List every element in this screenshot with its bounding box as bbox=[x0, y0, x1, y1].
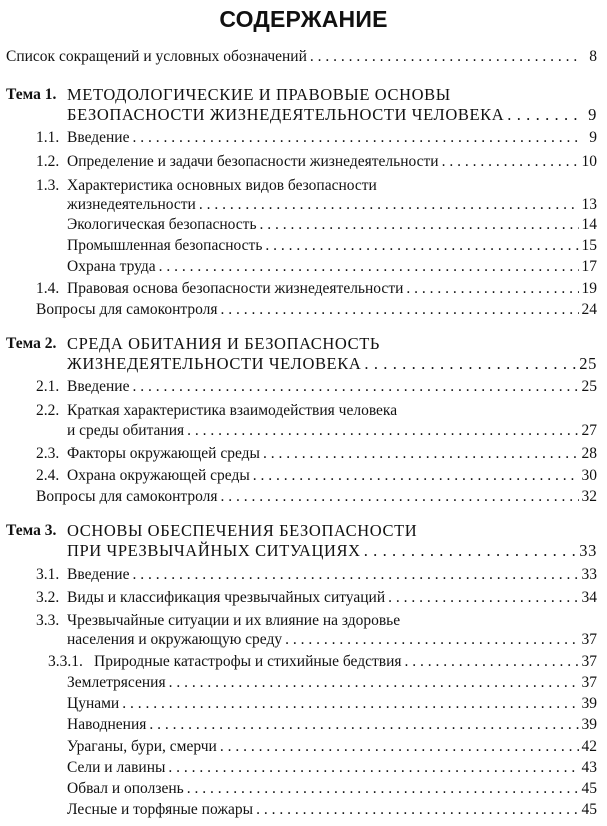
leader-dots bbox=[364, 541, 577, 560]
toc-entry-page: 9 bbox=[588, 105, 597, 124]
toc-entry-title-continued: жизнедеятельности bbox=[67, 196, 196, 213]
toc-entry[interactable] bbox=[67, 800, 597, 819]
toc-entry-number: 2.1. bbox=[36, 378, 60, 395]
toc-entry-title: Экологическая безопасность bbox=[67, 216, 257, 233]
toc-entry-title: Обвал и оползень bbox=[67, 780, 184, 797]
toc-entry[interactable] bbox=[36, 128, 597, 147]
toc-entry-title: Природные катастрофы и стихийные бедствия bbox=[94, 653, 402, 670]
toc-entry-page: 10 bbox=[581, 153, 597, 170]
toc-entry-page: 13 bbox=[581, 196, 597, 213]
leader-dots bbox=[265, 236, 578, 255]
toc-entry-title: Факторы окружающей среды bbox=[67, 445, 260, 462]
leader-dots bbox=[187, 779, 579, 798]
toc-entry-title: Введение bbox=[67, 566, 130, 583]
toc-entry[interactable] bbox=[67, 715, 597, 734]
toc-entry-number: 1.2. bbox=[36, 153, 60, 170]
toc-entry-title-continued: населения и окружающую среду bbox=[67, 631, 283, 648]
toc-entry-title: Определение и задачи безопасности жизнедеятельности bbox=[67, 153, 439, 170]
topic-2-label: Тема 2. bbox=[6, 335, 57, 352]
toc-entry-title-continued: и среды обитания bbox=[67, 422, 185, 439]
toc-entry[interactable] bbox=[36, 152, 597, 171]
leader-dots bbox=[168, 758, 578, 777]
toc-entry-page: 14 bbox=[581, 216, 597, 233]
toc-entry-page: 33 bbox=[579, 541, 597, 560]
leader-dots bbox=[260, 215, 579, 234]
toc-entry-number: 3.3. bbox=[36, 612, 60, 629]
toc-entry-page: 45 bbox=[581, 801, 597, 818]
leader-dots bbox=[220, 300, 578, 319]
topic-3-title-line2[interactable] bbox=[67, 541, 597, 560]
topic-3-title-line1[interactable]: ОСНОВЫ ОБЕСПЕЧЕНИЯ БЕЗОПАСНОСТИ bbox=[67, 521, 418, 540]
toc-entry-first-line[interactable] bbox=[36, 401, 397, 420]
toc-entry-number: 2.2. bbox=[36, 402, 60, 419]
toc-entry-first-line[interactable] bbox=[36, 176, 377, 195]
toc-entry-abbreviations[interactable] bbox=[6, 47, 597, 66]
toc-entry[interactable] bbox=[67, 630, 597, 649]
toc-entry[interactable] bbox=[67, 737, 597, 756]
toc-entry[interactable] bbox=[36, 444, 597, 463]
toc-entry-page: 24 bbox=[581, 301, 597, 318]
toc-entry[interactable] bbox=[67, 195, 597, 214]
leader-dots bbox=[149, 715, 578, 734]
leader-dots bbox=[169, 673, 579, 692]
toc-entry-title: Вопросы для самоконтроля bbox=[36, 301, 218, 318]
toc-entry-title: Сели и лавины bbox=[67, 759, 166, 776]
toc-entry[interactable] bbox=[67, 758, 597, 777]
toc-entry-number: 2.3. bbox=[36, 445, 60, 462]
page-title: СОДЕРЖАНИЕ bbox=[219, 6, 388, 32]
toc-entry-title: Характеристика основных видов безопасности bbox=[67, 177, 377, 194]
toc-entry[interactable] bbox=[67, 779, 597, 798]
toc-entry[interactable] bbox=[67, 257, 597, 276]
toc-entry[interactable] bbox=[36, 377, 597, 396]
leader-dots bbox=[507, 105, 580, 124]
toc-entry-title: Вопросы для самоконтроля bbox=[36, 488, 218, 505]
leader-dots bbox=[388, 588, 578, 607]
toc-entry-number: 2.4. bbox=[36, 467, 60, 484]
toc-entry-page: 39 bbox=[581, 716, 597, 733]
leader-dots bbox=[310, 47, 580, 66]
toc-entry-page: 37 bbox=[581, 631, 597, 648]
leader-dots bbox=[220, 737, 579, 756]
leader-dots bbox=[256, 800, 578, 819]
toc-entry-page: 25 bbox=[579, 354, 597, 373]
toc-entry[interactable] bbox=[67, 215, 597, 234]
leader-dots bbox=[199, 195, 579, 214]
toc-entry-title: ЖИЗНЕДЕЯТЕЛЬНОСТИ ЧЕЛОВЕКА bbox=[67, 354, 362, 373]
toc-entry-number: 3.2. bbox=[36, 589, 60, 606]
toc-entry-title: Виды и классификация чрезвычайных ситуаций bbox=[67, 589, 386, 606]
toc-entry-number: 3.1. bbox=[36, 566, 60, 583]
toc-entry-first-line[interactable] bbox=[36, 611, 400, 630]
toc-entry-page: 25 bbox=[581, 378, 597, 395]
toc-entry-title: Землетрясения bbox=[67, 674, 166, 691]
toc-entry-number: 3.3.1. bbox=[48, 653, 83, 670]
toc-entry-title: Лесные и торфяные пожары bbox=[67, 801, 254, 818]
toc-entry-page: 45 bbox=[581, 780, 597, 797]
toc-entry-title: Список сокращений и условных обозначений bbox=[6, 48, 307, 65]
toc-entry-page: 43 bbox=[581, 759, 597, 776]
toc-entry-number: 1.4. bbox=[36, 280, 60, 297]
leader-dots bbox=[187, 421, 578, 440]
toc-entry-title: ПРИ ЧРЕЗВЫЧАЙНЫХ СИТУАЦИЯХ bbox=[67, 541, 361, 560]
topic-1-title-line1[interactable]: МЕТОДОЛОГИЧЕСКИЕ И ПРАВОВЫЕ ОСНОВЫ bbox=[67, 85, 451, 104]
toc-entry-page: 28 bbox=[581, 445, 597, 462]
toc-entry-title: Краткая характеристика взаимодействия человека bbox=[67, 402, 398, 419]
toc-entry-title: Цунами bbox=[67, 695, 120, 712]
leader-dots bbox=[364, 354, 576, 373]
toc-entry-title: Введение bbox=[67, 129, 130, 146]
toc-entry-page: 37 bbox=[581, 653, 597, 670]
leader-dots bbox=[406, 279, 578, 298]
toc-entry[interactable] bbox=[67, 673, 597, 692]
topic-1-title-line2[interactable] bbox=[67, 105, 597, 124]
toc-entry[interactable] bbox=[36, 565, 597, 584]
toc-entry-page: 34 bbox=[581, 589, 597, 606]
toc-entry-page: 27 bbox=[581, 422, 597, 439]
toc-entry-page: 42 bbox=[581, 738, 597, 755]
leader-dots bbox=[253, 466, 579, 485]
toc-entry-title: Введение bbox=[67, 378, 130, 395]
toc-entry-page: 39 bbox=[581, 695, 597, 712]
toc-entry[interactable] bbox=[48, 652, 597, 671]
toc-entry-title: БЕЗОПАСНОСТИ ЖИЗНЕДЕЯТЕЛЬНОСТИ ЧЕЛОВЕКА bbox=[67, 105, 505, 124]
toc-entry-title: Чрезвычайные ситуации и их влияние на здоровье bbox=[67, 612, 401, 629]
topic-2-title-line2[interactable] bbox=[67, 354, 597, 373]
leader-dots bbox=[405, 652, 579, 671]
leader-dots bbox=[442, 152, 579, 171]
toc-entry-number: 1.1. bbox=[36, 129, 60, 146]
leader-dots bbox=[132, 565, 578, 584]
topic-1-label: Тема 1. bbox=[6, 86, 57, 103]
leader-dots bbox=[132, 377, 578, 396]
toc-entry[interactable] bbox=[67, 694, 597, 713]
toc-entry[interactable] bbox=[36, 588, 597, 607]
toc-entry-title: Правовая основа безопасности жизнедеятельности bbox=[67, 280, 404, 297]
toc-entry-page: 33 bbox=[581, 566, 597, 583]
leader-dots bbox=[263, 444, 579, 463]
toc-entry[interactable] bbox=[36, 487, 597, 506]
leader-dots bbox=[132, 128, 580, 147]
toc-entry-number: 1.3. bbox=[36, 177, 60, 194]
toc-entry-page: 19 bbox=[581, 280, 597, 297]
topic-2-title-line1[interactable]: СРЕДА ОБИТАНИЯ И БЕЗОПАСНОСТЬ bbox=[67, 334, 380, 353]
toc-entry-page: 8 bbox=[589, 48, 597, 65]
leader-dots bbox=[122, 694, 578, 713]
toc-entry-title: Промышленная безопасность bbox=[67, 237, 263, 254]
toc-entry[interactable] bbox=[36, 466, 597, 485]
toc-entry[interactable] bbox=[36, 279, 597, 298]
toc-entry[interactable] bbox=[67, 421, 597, 440]
toc-entry-title: Охрана труда bbox=[67, 258, 156, 275]
toc-entry-title: Наводнения bbox=[67, 716, 147, 733]
toc-entry-page: 15 bbox=[581, 237, 597, 254]
leader-dots bbox=[159, 257, 579, 276]
leader-dots bbox=[285, 630, 578, 649]
toc-entry[interactable] bbox=[36, 300, 597, 319]
toc-entry-page: 32 bbox=[581, 488, 597, 505]
toc-entry-page: 17 bbox=[581, 258, 597, 275]
leader-dots bbox=[220, 487, 578, 506]
toc-entry-title: Охрана окружающей среды bbox=[67, 467, 250, 484]
toc-entry-page: 30 bbox=[581, 467, 597, 484]
toc-entry-title: Ураганы, бури, смерчи bbox=[67, 738, 217, 755]
toc-entry-page: 9 bbox=[589, 129, 597, 146]
toc-entry-page: 37 bbox=[581, 674, 597, 691]
topic-3-label: Тема 3. bbox=[6, 522, 57, 539]
toc-entry[interactable] bbox=[67, 236, 597, 255]
